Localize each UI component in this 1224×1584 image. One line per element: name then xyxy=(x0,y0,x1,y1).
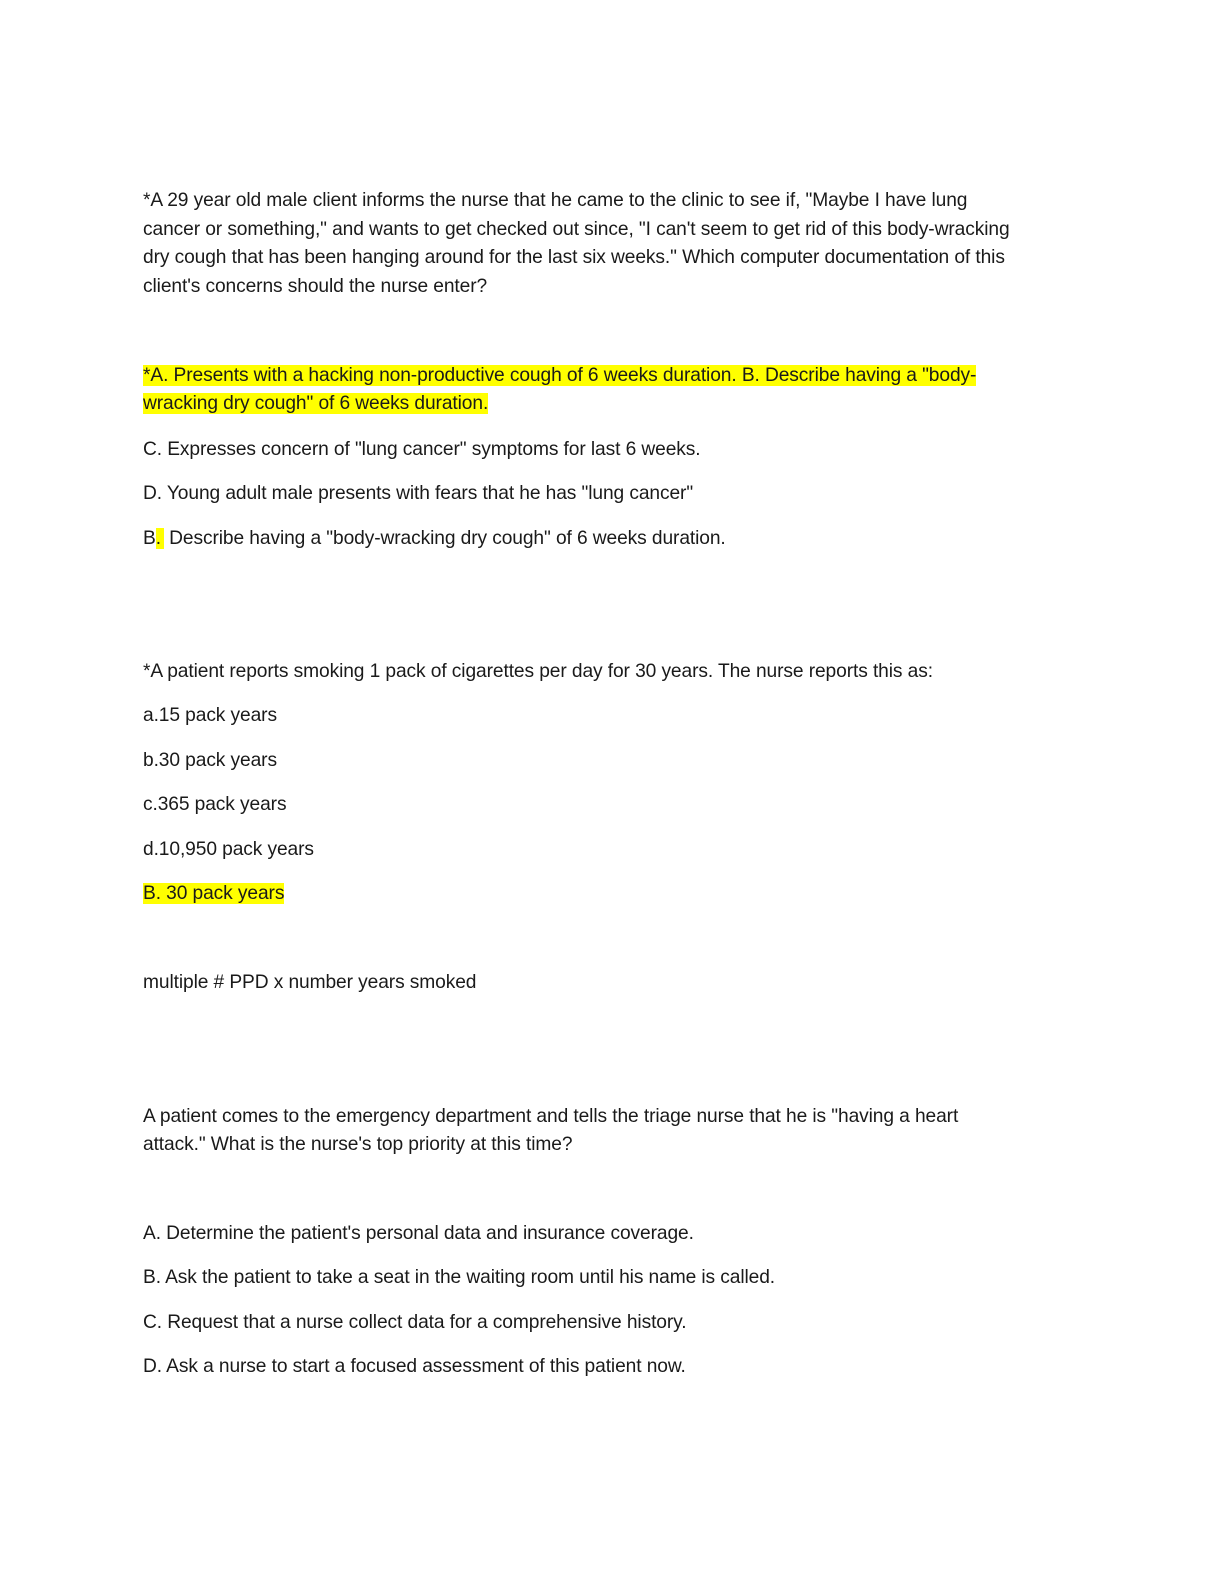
q3-option-d: D. Ask a nurse to start a focused assessment of this patient now. xyxy=(143,1356,686,1377)
q1-answer xyxy=(143,525,726,553)
q2-option-b: b.30 pack years xyxy=(143,750,277,771)
q2-option-d: d.10,950 pack years xyxy=(143,839,314,860)
q3-stem-line-2: attack." What is the nurse's top priority at this time? xyxy=(143,1134,573,1155)
q3-option-a: A. Determine the patient's personal data and insurance coverage. xyxy=(143,1223,694,1244)
q2-option-a: a.15 pack years xyxy=(143,705,277,726)
q1-stem-line-4: client's concerns should the nurse enter? xyxy=(143,276,488,297)
q1-highlighted-answer-line-1 xyxy=(143,362,976,390)
highlight: *A. Presents with a hacking non-productive cough of 6 weeks duration. B. Describe having a "body- xyxy=(143,365,977,386)
q1-highlighted-answer-line-2 xyxy=(143,390,488,418)
q2-answer xyxy=(143,880,284,908)
q1-answer-text: Describe having a "body-wracking dry cough" of 6 weeks duration. xyxy=(163,528,726,549)
q1-answer-letter: B xyxy=(143,528,156,549)
q1-stem-line-1: *A 29 year old male client informs the nurse that he came to the clinic to see if, "Maybe I have lung xyxy=(143,190,968,211)
q2-stem: *A patient reports smoking 1 pack of cigarettes per day for 30 years. The nurse reports this as: xyxy=(143,661,933,682)
q2-note: multiple # PPD x number years smoked xyxy=(143,972,477,993)
q3-option-c: C. Request that a nurse collect data for a comprehensive history. xyxy=(143,1312,687,1333)
q1-option-c: C. Expresses concern of "lung cancer" symptoms for last 6 weeks. xyxy=(143,439,701,460)
q1-option-d: D. Young adult male presents with fears that he has "lung cancer" xyxy=(143,483,694,504)
q1-stem-line-3: dry cough that has been hanging around for the last six weeks." Which computer documentation of this xyxy=(143,247,1005,268)
q1-stem-line-2: cancer or something," and wants to get checked out since, "I can't seem to get rid of this body-wracking xyxy=(143,219,1010,240)
q3-option-b: B. Ask the patient to take a seat in the waiting room until his name is called. xyxy=(143,1267,776,1288)
q3-stem-line-1: A patient comes to the emergency department and tells the triage nurse that he is "having a heart xyxy=(143,1106,959,1127)
q1-answer-dot-highlight: . xyxy=(156,528,164,549)
document-page xyxy=(143,0,1073,1584)
highlight: wracking dry cough" of 6 weeks duration. xyxy=(143,393,489,414)
highlight: B. 30 pack years xyxy=(143,883,285,904)
q2-option-c: c.365 pack years xyxy=(143,794,287,815)
